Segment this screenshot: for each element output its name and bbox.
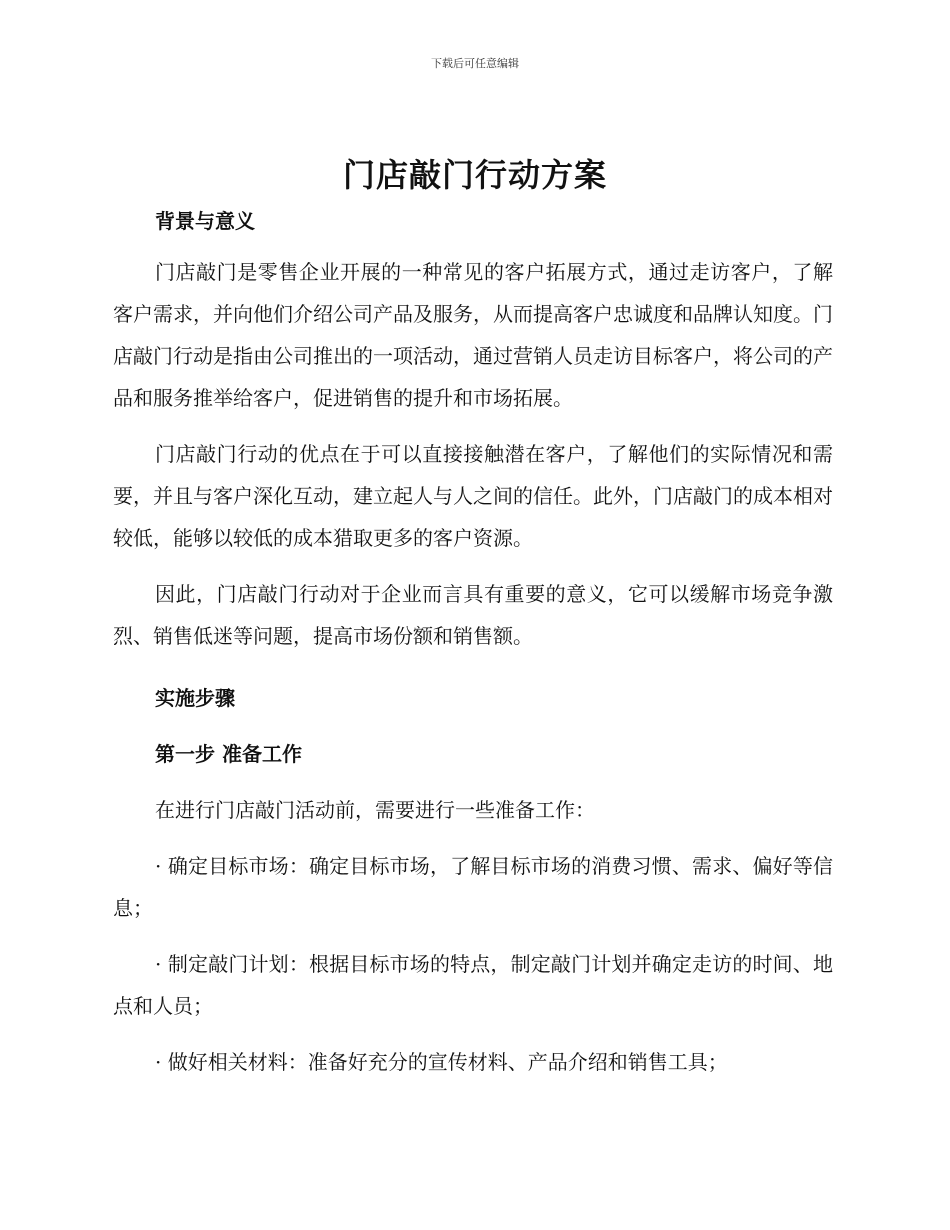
paragraph: 门店敲门是零售企业开展的一种常见的客户拓展方式，通过走访客户，了解客户需求，并向他们介绍公司产品及服务，从而提高客户忠诚度和品牌认知度。门店敲门行动是指由公司推出的一项活动，通过营销人员走访目标客户，将公司的产品和服务推举给客户，促进销售的提升和市场拓展。 xyxy=(113,260,833,410)
list-item: · 做好相关材料：准备好充分的宣传材料、产品介绍和销售工具； xyxy=(155,1050,728,1074)
document-title: 门店敲门行动方案 xyxy=(342,156,607,194)
list-item: · 确定目标市场：确定目标市场，了解目标市场的消费习惯、需求、偏好等信息； xyxy=(113,854,833,920)
list-item: · 制定敲门计划：根据目标市场的特点，制定敲门计划并确定走访的时间、地点和人员； xyxy=(113,952,833,1018)
paragraph: 在进行门店敲门活动前，需要进行一些准备工作： xyxy=(155,798,595,822)
header-note: 下载后可任意编辑 xyxy=(431,57,519,70)
section-heading-background: 背景与意义 xyxy=(155,209,255,233)
step-heading: 第一步 准备工作 xyxy=(155,742,302,766)
paragraph: 门店敲门行动的优点在于可以直接接触潜在客户，了解他们的实际情况和需要，并且与客户深化互动，建立起人与人之间的信任。此外，门店敲门的成本相对较低，能够以较低的成本猎取更多的客户资源。 xyxy=(113,442,833,550)
paragraph: 因此，门店敲门行动对于企业而言具有重要的意义，它可以缓解市场竞争激烈、销售低迷等问题，提高市场份额和销售额。 xyxy=(113,582,833,648)
section-heading-steps: 实施步骤 xyxy=(155,686,235,710)
document-body xyxy=(113,200,833,1083)
